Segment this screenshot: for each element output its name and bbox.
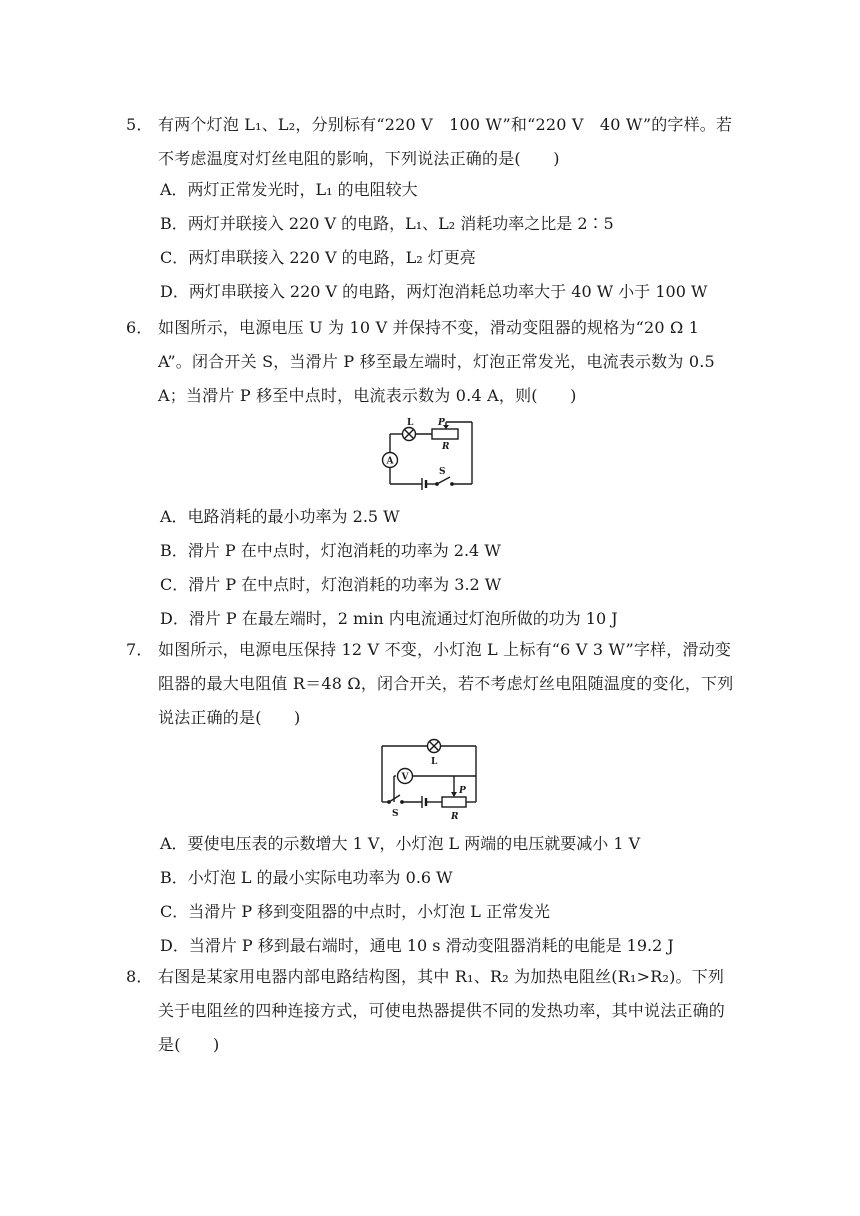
question-number: 8． (126, 967, 153, 986)
question-stem: 有两个灯泡 L₁、L₂，分别标有“220 V 100 W”和“220 V 40 W”的字样。若不考虑温度对灯丝电阻的影响，下列说法正确的是( ) (158, 115, 733, 168)
question-number: 7． (126, 640, 153, 659)
question-stem: 如图所示，电源电压保持 12 V 不变，小灯泡 L 上标有“6 V 3 W”字样，滑动变阻器的最大电阻值 R＝48 Ω，闭合开关，若不考虑灯丝电阻随温度的变化，下列说法正确的是( ) (158, 640, 734, 727)
circuit-diagram-q7 (376, 734, 484, 824)
resistor-label: R (451, 812, 459, 822)
ammeter-label: A (386, 456, 394, 467)
question-stem: 右图是某家用电器内部电路结构图，其中 R₁、R₂ 为加热电阻丝(R₁>R₂)。下列关于电阻丝的四种连接方式，可使电热器提供不同的发热功率，其中说法正确的是( ) (158, 967, 726, 1054)
question-8 (128, 960, 734, 1062)
option-b: B．滑片 P 在中点时，灯泡消耗的功率为 2.4 W (160, 541, 501, 560)
question-number: 5． (126, 115, 153, 134)
option-a: A．电路消耗的最小功率为 2.5 W (160, 507, 400, 526)
lamp-label: L (431, 757, 438, 767)
switch-label: S (439, 467, 446, 477)
option-a: A．两灯正常发光时，L₁ 的电阻较大 (160, 180, 418, 199)
lamp-label: L (407, 418, 414, 428)
switch-label: S (392, 809, 399, 819)
question-number: 6． (126, 318, 153, 337)
voltmeter-label: V (401, 772, 409, 783)
option-d: D．滑片 P 在最左端时，2 min 内电流通过灯泡所做的功为 10 J (160, 609, 618, 628)
question-6 (128, 311, 734, 413)
question-7 (128, 633, 734, 735)
option-c: C．两灯串联接入 220 V 的电路，L₂ 灯更亮 (160, 248, 476, 267)
option-b: B．两灯并联接入 220 V 的电路，L₁、L₂ 消耗功率之比是 2∶5 (160, 214, 614, 233)
question-stem: 如图所示，电源电压 U 为 10 V 并保持不变，滑动变阻器的规格为“20 Ω 1 A”。闭合开关 S，当滑片 P 移至最左端时，灯泡正常发光，电流表示数为 0.5 A；当滑片 P 移至中点时，电流表示数为 0.4 A，则( ) (158, 318, 715, 405)
circuit-diagram-q6 (376, 414, 480, 492)
resistor-label: R (442, 442, 450, 452)
slider-label: P (438, 418, 445, 428)
option-d: D．两灯串联接入 220 V 的电路，两灯泡消耗总功率大于 40 W 小于 100 W (160, 282, 708, 301)
option-d: D．当滑片 P 移到最右端时，通电 10 s 滑动变阻器消耗的电能是 19.2 J (160, 936, 674, 955)
option-b: B．小灯泡 L 的最小实际电功率为 0.6 W (160, 868, 453, 887)
option-c: C．滑片 P 在中点时，灯泡消耗的功率为 3.2 W (160, 575, 502, 594)
option-c: C．当滑片 P 移到变阻器的中点时，小灯泡 L 正常发光 (160, 902, 550, 921)
option-a: A．要使电压表的示数增大 1 V，小灯泡 L 两端的电压就要减小 1 V (160, 834, 641, 853)
question-5 (128, 108, 734, 176)
slider-label: P (459, 786, 466, 796)
